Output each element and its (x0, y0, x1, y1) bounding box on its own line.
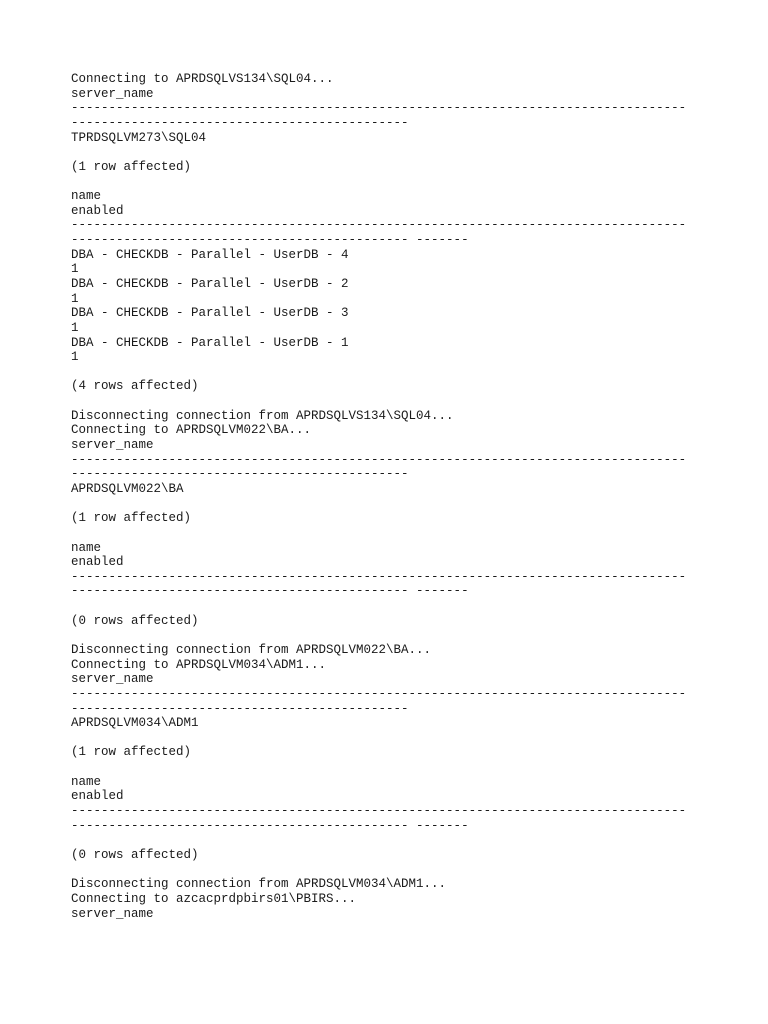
text-line: TPRDSQLVM273\SQL04 (71, 130, 207, 145)
blank-line (71, 760, 711, 775)
rows-affected-line: (1 row affected) (71, 745, 192, 760)
disconnecting-line: Disconnecting connection from APRDSQLVM034\ADM1... (71, 877, 447, 892)
rows-affected-line: (0 rows affected) (71, 613, 199, 628)
blank-line (71, 731, 711, 746)
blank-line (71, 628, 711, 643)
rows-affected-line: (4 rows affected) (71, 379, 199, 394)
rows-affected-line: (0 rows affected) (71, 847, 199, 862)
separator-line: ---------------------------------------------------------------------------------- (71, 101, 687, 116)
connecting-line: Connecting to APRDSQLVM022\BA... (71, 423, 312, 438)
connecting-line: Connecting to azcacprdpbirs01\PBIRS... (71, 891, 357, 906)
text-line: DBA - CHECKDB - Parallel - UserDB - 3 (71, 306, 349, 321)
text-line: APRDSQLVM022\BA (71, 481, 184, 496)
separator-line: ---------------------------------------------------------------------------------- (71, 569, 687, 584)
separator-line: ---------------------------------------------------------------------------------- (71, 686, 687, 701)
separator-line: --------------------------------------------- (71, 115, 409, 130)
blank-line (71, 394, 711, 409)
text-line: 1 (71, 320, 79, 335)
column-header-line: enabled (71, 203, 124, 218)
separator-line: --------------------------------------------- (71, 701, 409, 716)
text-line: 1 (71, 350, 79, 365)
separator-line: --------------------------------------------- ------- (71, 584, 469, 599)
column-header-line: name (71, 540, 102, 555)
disconnecting-line: Disconnecting connection from APRDSQLVS134\SQL04... (71, 408, 454, 423)
column-header-line: enabled (71, 555, 124, 570)
column-header-line: enabled (71, 789, 124, 804)
separator-line: --------------------------------------------- (71, 467, 409, 482)
document-page (71, 72, 711, 921)
disconnecting-line: Disconnecting connection from APRDSQLVM022\BA... (71, 642, 432, 657)
separator-line: --------------------------------------------- ------- (71, 233, 469, 248)
connecting-line: Connecting to APRDSQLVM034\ADM1... (71, 657, 327, 672)
column-header-line: server_name (71, 906, 154, 921)
rows-affected-line: (1 row affected) (71, 511, 192, 526)
text-line: DBA - CHECKDB - Parallel - UserDB - 1 (71, 335, 349, 350)
text-line: 1 (71, 262, 79, 277)
text-line: DBA - CHECKDB - Parallel - UserDB - 4 (71, 247, 349, 262)
column-header-line: server_name (71, 86, 154, 101)
rows-affected-line: (1 row affected) (71, 159, 192, 174)
column-header-line: name (71, 189, 102, 204)
blank-line (71, 526, 711, 541)
separator-line: ---------------------------------------------------------------------------------- (71, 452, 687, 467)
separator-line: ---------------------------------------------------------------------------------- (71, 804, 687, 819)
blank-line (71, 365, 711, 380)
separator-line: ---------------------------------------------------------------------------------- (71, 218, 687, 233)
text-line: DBA - CHECKDB - Parallel - UserDB - 2 (71, 276, 349, 291)
column-header-line: name (71, 774, 102, 789)
blank-line (71, 174, 711, 189)
column-header-line: server_name (71, 672, 154, 687)
blank-line (71, 497, 711, 512)
blank-line (71, 833, 711, 848)
separator-line: --------------------------------------------- ------- (71, 818, 469, 833)
blank-line (71, 599, 711, 614)
blank-line (71, 863, 711, 878)
text-line: APRDSQLVM034\ADM1 (71, 716, 199, 731)
blank-line (71, 145, 711, 160)
column-header-line: server_name (71, 438, 154, 453)
text-line: 1 (71, 291, 79, 306)
connecting-line: Connecting to APRDSQLVS134\SQL04... (71, 72, 334, 86)
